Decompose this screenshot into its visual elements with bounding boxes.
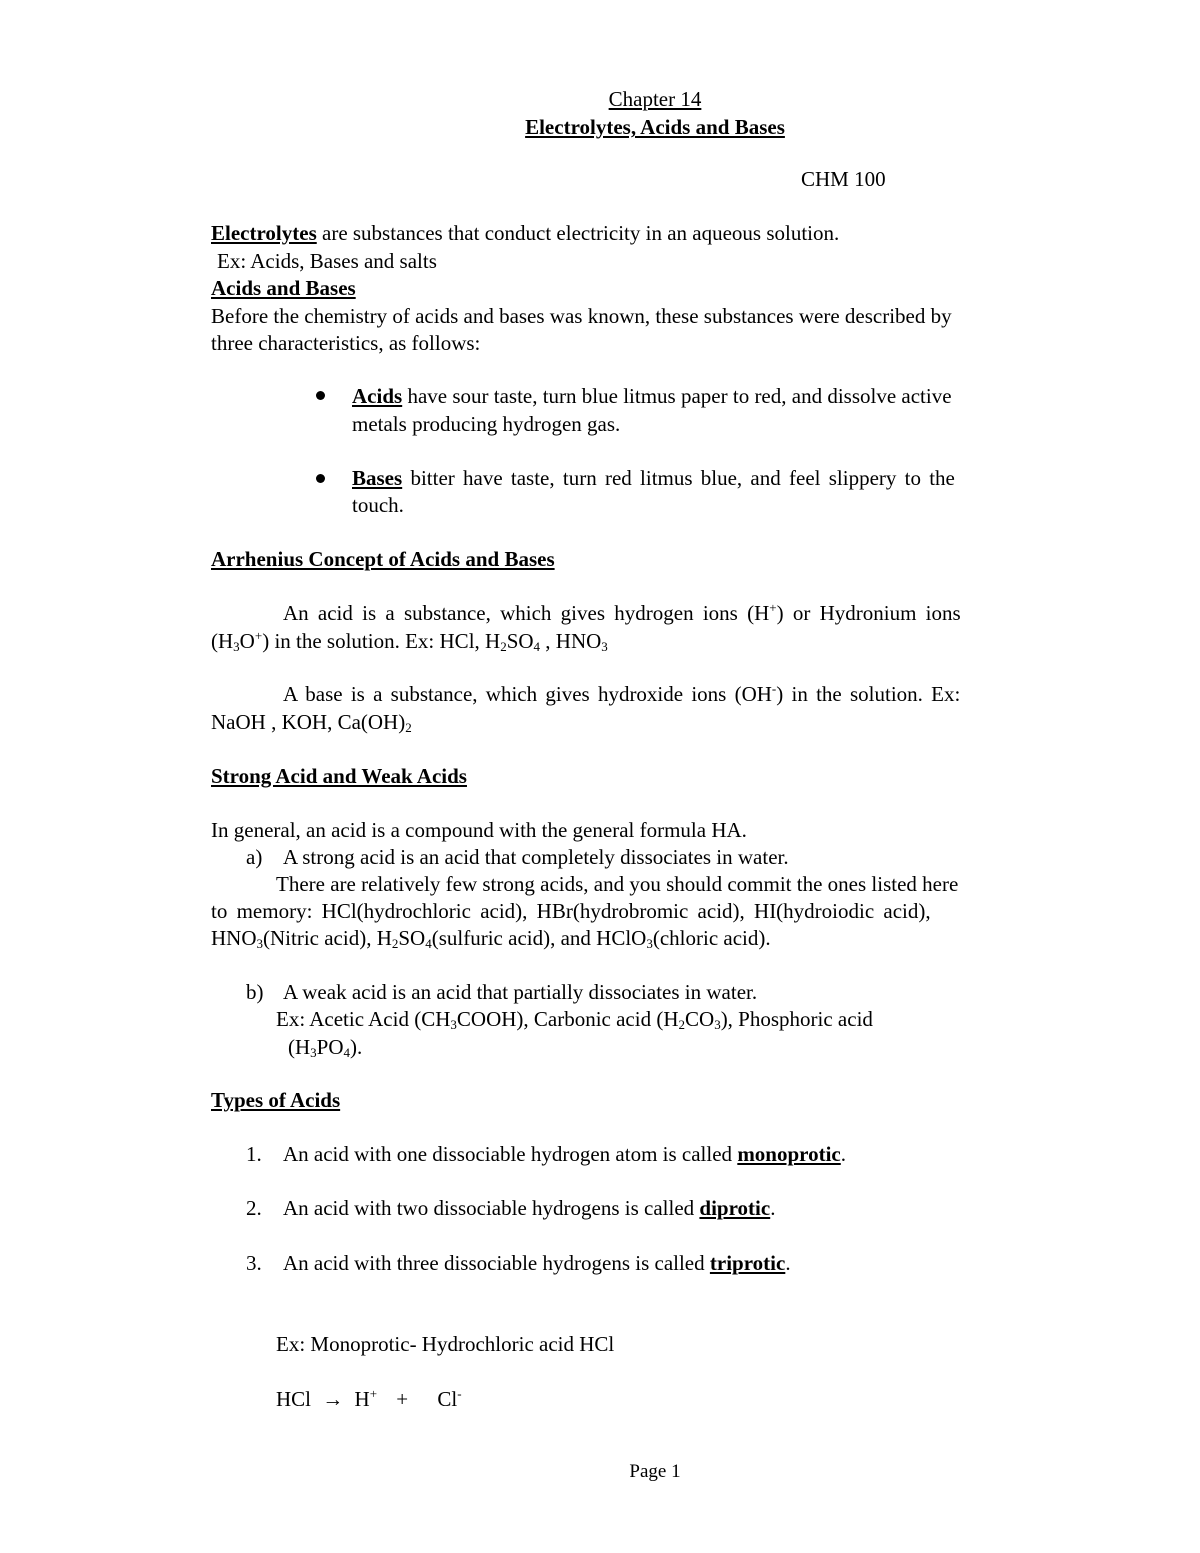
strong-acid-line-2: There are relatively few strong acids, and you should commit the ones listed here: [276, 872, 959, 896]
acids-text: have sour taste, turn blue litmus paper to red, and dissolve active: [402, 384, 952, 408]
eq-plus: +: [396, 1387, 409, 1411]
base-examples: NaOH , KOH, Ca(OH): [211, 710, 406, 734]
types-item-text: An acid with one dissociable hydrogen atom is called: [283, 1142, 738, 1166]
types-item-2-num: 2.: [246, 1196, 262, 1220]
monoprotic-example: Ex: Monoprotic- Hydrochloric acid HCl: [276, 1332, 615, 1356]
acids-bases-heading: Acids and Bases: [211, 276, 356, 300]
weak-acid-definition: A weak acid is an acid that partially dissociates in water.: [283, 980, 758, 1004]
bases-term: Bases: [352, 466, 403, 490]
list-label-a: a): [246, 845, 263, 869]
bases-property-2: touch.: [352, 493, 404, 517]
weak-ex-1: Ex: Acetic Acid (CH: [276, 1007, 451, 1031]
acids-bases-intro-1: Before the chemistry of acids and bases was known, these substances were described by: [211, 304, 952, 328]
electrolytes-definition: [211, 220, 839, 247]
chapter-heading: Chapter 14: [608, 87, 702, 111]
types-item-2: [283, 1195, 775, 1222]
arrhenius-acid-line-2: $(H_3O^+)$ in the solution. Ex: HCl, $H_2SO_4$ , $HNO_3$: [211, 628, 608, 654]
arrow-icon: →: [322, 1387, 344, 1411]
electrolytes-example: Ex: Acids, Bases and salts: [217, 249, 437, 273]
strong-acid-line-4: $HNO_3(Nitric$ acid), $H_2SO_4(sulfuric$ acid), and HClO$_3$(chloric acid).: [211, 926, 771, 951]
weak-ex-3: ), Phosphoric acid: [720, 1007, 873, 1031]
types-item-term: triprotic: [709, 1251, 786, 1275]
acid-def-text-b: ) or Hydronium ions: [776, 601, 961, 625]
eq-reactant: HCl: [276, 1387, 312, 1411]
strong-acid-definition: A strong acid is an acid that completely dissociates in water.: [283, 845, 789, 869]
types-heading: Types of Acids: [211, 1088, 341, 1112]
acids-property: [352, 383, 952, 410]
eq-product-1: H: [354, 1387, 370, 1411]
strong-weak-heading: Strong Acid and Weak Acids: [211, 764, 467, 788]
eq-product-2: Cl: [437, 1387, 458, 1411]
course-code: CHM 100: [801, 167, 886, 191]
dissociation-equation: HCl → H+ + Cl-: [276, 1386, 462, 1411]
types-item-end: .: [770, 1196, 776, 1220]
general-formula-text: In general, an acid is a compound with the general formula HA.: [211, 818, 747, 842]
bullet-icon: [316, 391, 325, 400]
acids-bases-intro-2: three characteristics, as follows:: [211, 331, 481, 355]
weak-acid-examples-2: $(H_3PO_4)$.: [288, 1035, 363, 1060]
bases-text: bitter have taste, turn red litmus blue, and feel slippery to the: [402, 466, 955, 490]
base-def-text-b: ) in the solution. Ex:: [776, 682, 961, 706]
types-item-end: .: [785, 1251, 791, 1275]
acids-property-2: metals producing hydrogen gas.: [352, 412, 621, 436]
strong-acid-line-3: to memory: HCl(hydrochloric acid), HBr(hydrobromic acid), HI(hydroiodic acid),: [211, 899, 931, 923]
types-item-end: .: [840, 1142, 847, 1166]
types-item-term: monoprotic: [737, 1142, 841, 1166]
page-number: Page 1: [629, 1461, 681, 1482]
types-item-1: [283, 1141, 846, 1168]
types-item-term: diprotic: [699, 1196, 771, 1220]
arrhenius-acid-line-1: An acid is a substance, which gives hydrogen ions (H+) or Hydronium ions: [283, 600, 961, 625]
list-label-b: b): [246, 980, 264, 1004]
bullet-icon: [316, 474, 325, 483]
arrhenius-base-line-2: NaOH , KOH, $Ca(OH)_2$: [211, 710, 412, 735]
arrhenius-heading: Arrhenius Concept of Acids and Bases: [211, 547, 555, 571]
types-item-3: [283, 1250, 791, 1277]
electrolytes-term: Electrolytes: [211, 221, 317, 245]
base-def-text: A base is a substance, which gives hydroxide ions (OH: [283, 682, 772, 706]
types-item-text: An acid with three dissociable hydrogens is called: [283, 1251, 710, 1275]
weak-acid-examples: Ex: Acetic Acid $(CH_3COOH)$, Carbonic acid $(H_2CO_3)$, Phosphoric acid: [276, 1007, 873, 1032]
types-item-3-num: 3.: [246, 1251, 262, 1275]
acid-examples: in the solution. Ex: HCl, H: [274, 629, 501, 653]
arrhenius-base-line-1: A base is a substance, which gives hydroxide ions (OH-) in the solution. Ex:: [283, 681, 961, 706]
document-title: Electrolytes, Acids and Bases: [525, 115, 785, 139]
acids-term: Acids: [352, 384, 403, 408]
acid-def-text: An acid is a substance, which gives hydrogen ions (H: [283, 601, 770, 625]
electrolytes-text: are substances that conduct electricity in an aqueous solution.: [316, 221, 840, 245]
bases-property: [352, 465, 955, 492]
types-item-1-num: 1.: [246, 1142, 262, 1166]
weak-ex-2: COOH), Carbonic acid (H: [456, 1007, 679, 1031]
types-item-text: An acid with two dissociable hydrogens is called: [283, 1196, 700, 1220]
